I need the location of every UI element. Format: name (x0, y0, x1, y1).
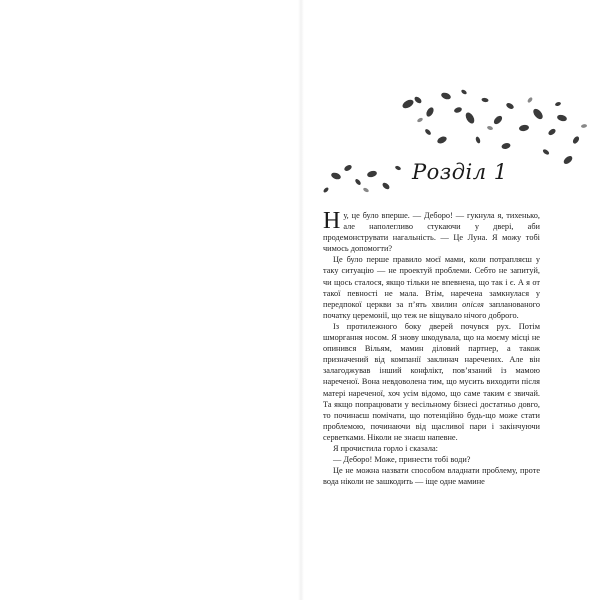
drop-cap: Н (323, 208, 341, 234)
paragraph-2-italic: опісля (462, 299, 484, 309)
paragraph-5: — Деборо! Може, принести тобі води? (333, 455, 471, 465)
paragraph-3: Із протилежного боку дверей почувся рух. Потім шморгання носом. Я знову шкодувала, що на моєму місці не опинився Вільям, мамин діловий партнер, а також призначений від компанії заклинач наречених. Але він залагоджував інший конфлікт, пов’язаний із мамою нареченої. Вона невдоволена тим, що мусить виходити після матері нареченої, хоч усім відомо, що саме таким є звичай. Та якщо попрацювати у весільному бізнесі достатньо довго, то починаєш помічати, що потенційно будь-що може стати проблемою, починаючи від щасливої пари і закінчуючи серветками. Ніколи не знаєш напевне. (323, 321, 540, 442)
chapter-title: Розділ 1 (412, 160, 508, 184)
opening-line: у, це було вперше. (343, 211, 410, 220)
chapter-body (323, 210, 540, 487)
paragraph-2-part-b: запланованого початку церемонії, що теж не віщувало нічого доброго. (323, 299, 540, 320)
paragraph-2-part-a: Це було перше правило моєї мами, коли потрапляєш у таку ситуацію — не проектуй проблеми. Себто не запитуй, чи щось сталося, якщо тільки не впевнена, що так і є. А я от такої певності не мала. Втім, наречена замкнулася у передпокої церкви за п’ять хвилин (323, 255, 540, 309)
paragraph-6: Це не можна назвати способом владнати проблему, проте вода ніколи не зашкодить — іще одне мамине (323, 466, 540, 487)
paragraph-1: — Деборо! — гукнула я, тихенько, але наполегливо стукаючи у двері, аби продемонструвати нагальність. — Це Луна. Я можу тобі чимось допомогти? (323, 211, 540, 254)
paragraph-2 (323, 254, 540, 321)
opening-paragraph (323, 210, 540, 254)
paragraph-4: Я прочистила горло і сказала: (333, 443, 438, 453)
